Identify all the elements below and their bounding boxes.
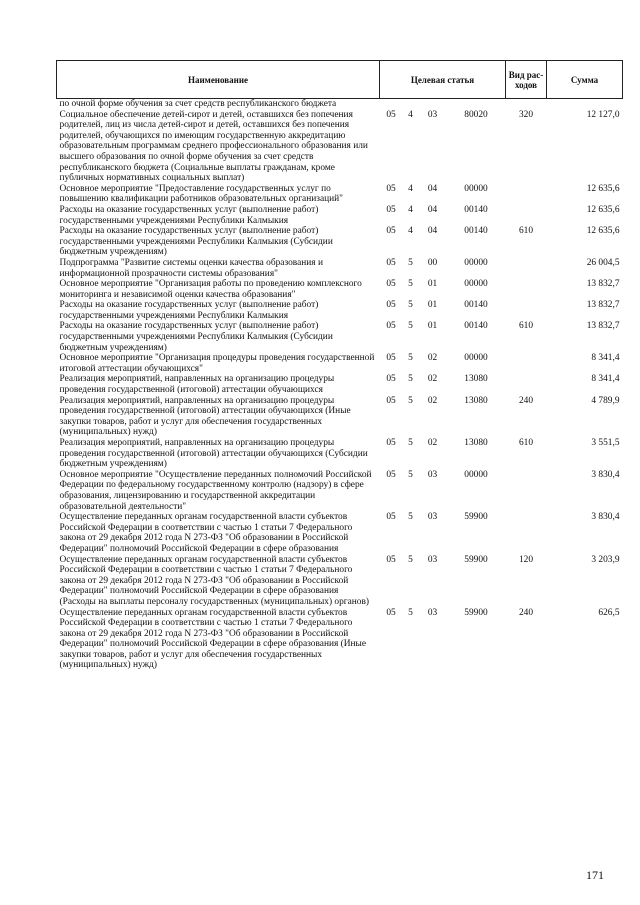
row-expense-type: 120 xyxy=(518,554,534,565)
row-name: Социальное обеспечение детей-сирот и детей, оставшихся без попечения родителей, лиц из числа детей-сирот и детей, оставшихся без попечения родителей, обучающихся по имеющим государственную аккредитацию образовательным программам среднего профессионального образования или высшего образования по очной форме обучения за счет средств республиканского бюджета (Социальные выплаты гражданам, кроме публичных нормативных социальных выплат) xyxy=(59,109,368,184)
row-sum: 12 635,6 xyxy=(586,226,620,237)
row-expense-type xyxy=(506,184,547,205)
row-sum: 3 551,5 xyxy=(591,438,620,448)
row-code-direction: 00000 xyxy=(464,353,488,364)
row-code-program: 05 xyxy=(386,438,396,448)
row-code-direction: 00000 xyxy=(464,183,488,194)
table-row xyxy=(57,470,623,512)
row-expense-type xyxy=(506,353,547,374)
row-code-direction xyxy=(447,99,506,110)
row-code-direction: 00140 xyxy=(464,204,488,215)
table-row xyxy=(57,396,623,438)
row-expense-type: 610 xyxy=(518,438,534,448)
row-code-subprogram: 5 xyxy=(408,257,413,268)
row-code-direction: 00140 xyxy=(464,226,488,237)
row-code-program: 05 xyxy=(386,554,396,565)
row-sum: 3 203,9 xyxy=(591,554,620,565)
row-expense-type xyxy=(506,205,547,226)
header-name: Наименование xyxy=(57,61,380,99)
row-code-measure: 02 xyxy=(427,395,438,406)
row-code-measure: 03 xyxy=(427,607,438,618)
row-code-program: 05 xyxy=(386,279,396,290)
row-name: Подпрограмма "Развитие системы оценки качества образования и информационной прозрачности системы образования" xyxy=(59,257,323,279)
row-code-subprogram: 5 xyxy=(408,438,413,448)
table-row xyxy=(57,321,623,353)
row-code-measure: 04 xyxy=(427,183,438,194)
row-code-measure: 01 xyxy=(427,279,438,290)
row-code-subprogram: 4 xyxy=(408,204,413,215)
row-code-measure: 04 xyxy=(427,226,438,237)
row-code-direction: 80020 xyxy=(464,109,488,120)
row-code-subprogram: 5 xyxy=(408,300,413,311)
table-row xyxy=(57,226,623,258)
header-sum: Сумма xyxy=(547,61,623,99)
row-code-program: 05 xyxy=(386,300,396,311)
row-code-measure: 03 xyxy=(427,512,438,523)
row-code-subprogram: 5 xyxy=(408,321,413,332)
row-code-measure: 02 xyxy=(427,374,438,385)
row-sum: 626,5 xyxy=(598,607,620,618)
row-code-subprogram: 5 xyxy=(408,395,413,406)
row-code-direction: 00000 xyxy=(464,279,488,290)
row-code-direction: 00140 xyxy=(464,321,488,332)
row-code-subprogram: 5 xyxy=(408,469,413,480)
row-expense-type xyxy=(506,470,547,512)
row-code-program: 05 xyxy=(386,469,396,480)
table-row xyxy=(57,374,623,395)
row-code-subprogram: 5 xyxy=(408,279,413,290)
row-code-measure: 04 xyxy=(427,204,438,215)
row-sum: 13 832,7 xyxy=(586,300,620,311)
row-code-measure xyxy=(419,99,447,110)
row-code-subprogram: 5 xyxy=(408,607,413,618)
row-expense-type: 610 xyxy=(518,226,534,237)
row-code-program: 05 xyxy=(386,321,396,332)
row-code-measure: 03 xyxy=(427,469,438,480)
row-code-program: 05 xyxy=(386,395,396,406)
table-row xyxy=(57,300,623,321)
row-name: по очной форме обучения за счет средств республиканского бюджета xyxy=(59,99,337,109)
row-code-direction: 59900 xyxy=(464,607,488,618)
table-row xyxy=(57,438,623,470)
budget-table-page xyxy=(56,60,622,671)
row-expense-type xyxy=(506,374,547,395)
row-sum: 13 832,7 xyxy=(586,279,620,290)
row-code-program: 05 xyxy=(386,183,396,194)
table-row xyxy=(57,205,623,226)
row-expense-type xyxy=(506,279,547,300)
row-code-program: 05 xyxy=(386,353,396,364)
row-code-subprogram xyxy=(403,99,419,110)
row-code-measure: 01 xyxy=(427,321,438,332)
row-code-subprogram: 4 xyxy=(408,109,413,120)
row-expense-type: 320 xyxy=(518,109,534,120)
row-sum: 12 635,6 xyxy=(586,204,620,215)
row-expense-type: 240 xyxy=(518,395,534,406)
row-name: Основное мероприятие "Предоставление государственных услуг по повышению квалификации работников образовательных организаций" xyxy=(59,183,343,205)
row-name: Расходы на оказание государственных услуг (выполнение работ) государственными учреждениями Республики Калмыкия (Субсидии бюджетным учреждениям) xyxy=(59,321,333,353)
row-code-direction: 00000 xyxy=(464,469,488,480)
row-expense-type xyxy=(506,300,547,321)
row-code-direction: 13080 xyxy=(464,395,488,406)
table-row xyxy=(57,555,623,608)
row-code-direction: 13080 xyxy=(464,438,488,448)
row-sum: 26 004,5 xyxy=(586,257,620,268)
row-code-subprogram: 5 xyxy=(408,512,413,523)
row-code-program: 05 xyxy=(386,226,396,237)
row-code-program: 05 xyxy=(386,607,396,618)
row-code-measure: 03 xyxy=(427,109,438,120)
row-expense-type xyxy=(506,258,547,279)
table-row xyxy=(57,99,623,110)
row-expense-type xyxy=(506,512,547,554)
row-code-direction: 59900 xyxy=(464,554,488,565)
row-sum xyxy=(547,99,623,110)
row-code-program xyxy=(380,99,403,110)
page-number: 171 xyxy=(586,868,604,882)
row-code-measure: 02 xyxy=(427,353,438,364)
table-row xyxy=(57,279,623,300)
row-code-subprogram: 4 xyxy=(408,226,413,237)
table-row xyxy=(57,258,623,279)
row-code-direction: 59900 xyxy=(464,512,488,523)
row-code-program: 05 xyxy=(386,109,396,120)
row-sum: 8 341,4 xyxy=(591,353,620,364)
row-name: Расходы на оказание государственных услуг (выполнение работ) государственными учреждениями Республики Калмыкия (Субсидии бюджетным учреждениям) xyxy=(59,226,333,258)
row-name: Расходы на оказание государственных услуг (выполнение работ) государственными учреждениями Республики Калмыкия xyxy=(59,300,319,321)
row-name: Основное мероприятие "Организация работы по проведению комплексного мониторинга и независимой оценки качества образования" xyxy=(59,279,362,300)
row-expense-type: 610 xyxy=(518,321,534,332)
row-name: Осуществление переданных органам государственной власти субъектов Российской Федерации в соответствии с частью 1 статьи 7 Федерального закона от 29 декабря 2012 года N 273-ФЗ "Об образовании в Российской Федерации" полномочий Российской Федерации в сфере образования xyxy=(59,512,353,554)
row-expense-type: 240 xyxy=(518,607,534,618)
budget-table xyxy=(56,60,623,671)
row-name: Основное мероприятие "Организация процедуры проведения государственной итоговой аттестации обучающихся" xyxy=(59,353,375,374)
row-code-measure: 01 xyxy=(427,300,438,311)
row-code-direction: 00140 xyxy=(464,300,488,311)
row-code-measure: 02 xyxy=(427,438,438,448)
row-name: Основное мероприятие "Осуществление переданных полномочий Российской Федерации по федеральному государственному контролю (надзору) в сфере образования, лицензированию и государственной аккредитации образовательной деятельности" xyxy=(59,469,372,512)
row-expense-type xyxy=(506,99,547,110)
row-sum: 4 789,9 xyxy=(591,395,620,406)
row-code-program: 05 xyxy=(386,257,396,268)
row-code-subprogram: 4 xyxy=(408,183,413,194)
row-code-measure: 00 xyxy=(427,257,438,268)
row-code-direction: 13080 xyxy=(464,374,488,385)
row-sum: 12 635,6 xyxy=(586,183,620,194)
row-code-program: 05 xyxy=(386,204,396,215)
row-name: Реализация мероприятий, направленных на организацию процедуры проведения государственной (итоговой) аттестации обучающихся (Субсидии бюджетным учреждениям) xyxy=(59,438,368,470)
row-code-measure: 03 xyxy=(427,554,438,565)
row-name: Реализация мероприятий, направленных на организацию процедуры проведения государственной (итоговой) аттестации обучающихся xyxy=(59,374,335,396)
table-row xyxy=(57,184,623,205)
row-name: Осуществление переданных органам государственной власти субъектов Российской Федерации в соответствии с частью 1 статьи 7 Федерального закона от 29 декабря 2012 года N 273-ФЗ "Об образовании в Российской Федерации" полномочий Российской Федерации в сфере образования (Иные закупки товаров, работ и услуг для обеспечения государственных (муниципальных) нужд) xyxy=(59,607,367,671)
row-code-subprogram: 5 xyxy=(408,374,413,385)
header-expense-type: Вид рас-ходов xyxy=(506,61,547,99)
row-name: Расходы на оказание государственных услуг (выполнение работ) государственными учреждениями Республики Калмыкия xyxy=(59,204,319,226)
row-code-subprogram: 5 xyxy=(408,554,413,565)
row-sum: 13 832,7 xyxy=(586,321,620,332)
table-header-row xyxy=(57,61,623,99)
row-code-program: 05 xyxy=(386,512,396,523)
row-code-program: 05 xyxy=(386,374,396,385)
row-sum: 3 830,4 xyxy=(591,512,620,523)
row-sum: 12 127,0 xyxy=(586,109,620,120)
table-row xyxy=(57,608,623,672)
row-name: Осуществление переданных органам государственной власти субъектов Российской Федерации в соответствии с частью 1 статьи 7 Федерального закона от 29 декабря 2012 года N 273-ФЗ "Об образовании в Российской Федерации" полномочий Российской Федерации в сфере образования (Расходы на выплаты персоналу государственных (муниципальных) органов) xyxy=(59,554,370,607)
row-code-direction: 00000 xyxy=(464,257,488,268)
header-target-article: Целевая статья xyxy=(380,61,506,99)
row-sum: 3 830,4 xyxy=(591,469,620,480)
table-row xyxy=(57,353,623,374)
row-name: Реализация мероприятий, направленных на организацию процедуры проведения государственной (итоговой) аттестации обучающихся (Иные закупки товаров, работ и услуг для обеспечения государственных (муниципальных) нужд) xyxy=(59,395,351,438)
table-row xyxy=(57,512,623,554)
row-code-subprogram: 5 xyxy=(408,353,413,364)
table-row xyxy=(57,110,623,184)
row-sum: 8 341,4 xyxy=(591,374,620,385)
